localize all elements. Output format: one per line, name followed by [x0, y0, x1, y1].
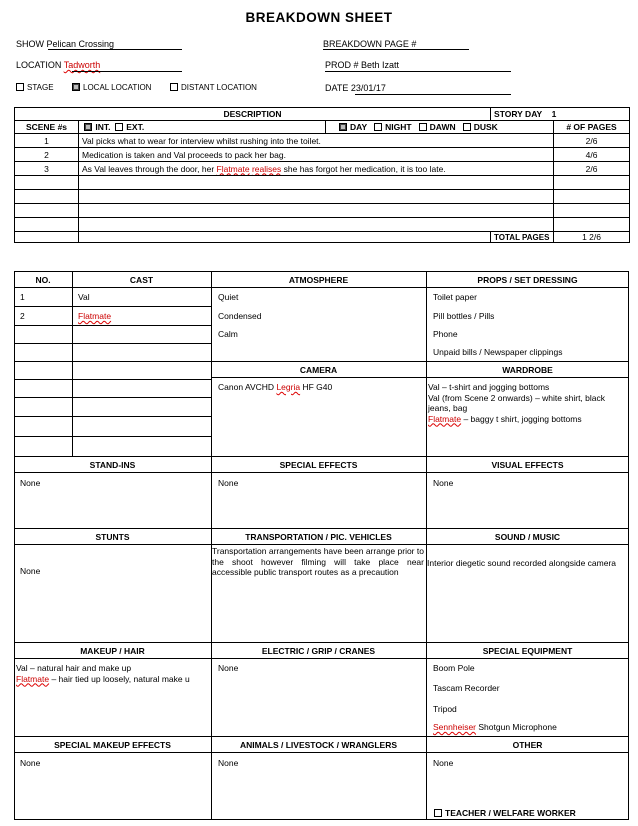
wardrobe-header: WARDROBE	[502, 365, 553, 375]
wardrobe-text[interactable]: Val – t-shirt and jogging bottoms Val (from Scene 2 onwards) – white shirt, black jeans, bag Flatmate – baggy t shirt, jogging bottoms	[428, 382, 605, 424]
equipment-item[interactable]: Tascam Recorder	[433, 683, 500, 693]
makeup-text[interactable]: Val – natural hair and make up Flatmate – hair tied up loosely, natural make u	[16, 663, 190, 684]
visual-effects-value[interactable]: None	[433, 478, 454, 488]
atmosphere-item[interactable]: Condensed	[218, 311, 262, 321]
total-pages-label: TOTAL PAGES	[491, 232, 554, 243]
teacher-welfare-option[interactable]: TEACHER / WELFARE WORKER	[434, 808, 576, 819]
table-row	[15, 204, 630, 218]
ext-checkbox[interactable]	[115, 123, 123, 131]
camera-value[interactable]: Canon AVCHD Legria HF G40	[218, 382, 333, 392]
animals-value[interactable]: None	[218, 758, 239, 768]
table-row	[15, 218, 630, 232]
stand-ins-value[interactable]: None	[20, 478, 41, 488]
cast-name-1[interactable]: Val	[78, 292, 90, 302]
show-field: SHOW Pelican Crossing	[16, 39, 115, 49]
cast-header: CAST	[129, 275, 154, 285]
camera-header: CAMERA	[299, 365, 338, 375]
story-day-header: STORY DAY 1	[491, 108, 630, 121]
animals-header: ANIMALS / LIVESTOCK / WRANGLERS	[239, 740, 398, 750]
location-field: LOCATION Tadworth	[16, 60, 101, 70]
transportation-header: TRANSPORTATION / PIC. VEHICLES	[245, 532, 392, 542]
date-field: DATE 23/01/17	[325, 83, 386, 93]
electric-value[interactable]: None	[218, 663, 239, 673]
location-value[interactable]: Tadworth	[63, 60, 101, 70]
table-row	[15, 190, 630, 204]
pages-header: # OF PAGES	[554, 121, 630, 134]
breakdown-page-field: BREAKDOWN PAGE #	[323, 39, 417, 49]
total-pages-value: 1 2/6	[554, 232, 630, 243]
special-makeup-value[interactable]: None	[20, 758, 41, 768]
cast-no-2: 2	[20, 311, 25, 321]
local-location-checkbox[interactable]	[72, 83, 80, 91]
dawn-checkbox[interactable]	[419, 123, 427, 131]
day-checkbox[interactable]	[339, 123, 347, 131]
scene-number-header: SCENE #s	[15, 121, 79, 134]
other-value[interactable]: None	[433, 758, 454, 768]
prod-field: PROD # Beth Izatt	[325, 60, 400, 70]
atmosphere-item[interactable]: Calm	[218, 329, 238, 339]
stage-checkbox[interactable]	[16, 83, 24, 91]
night-checkbox[interactable]	[374, 123, 382, 131]
date-value[interactable]: 23/01/17	[350, 83, 386, 93]
special-effects-value[interactable]: None	[218, 478, 239, 488]
makeup-header: MAKEUP / HAIR	[80, 646, 145, 656]
prop-item[interactable]: Unpaid bills / Newspaper clippings	[433, 347, 563, 357]
atmosphere-item[interactable]: Quiet	[218, 292, 239, 302]
scenes-table	[14, 107, 630, 243]
cast-no-header: NO.	[35, 275, 51, 285]
prop-item[interactable]: Phone	[433, 329, 458, 339]
sound-value[interactable]: Interior diegetic sound recorded alongside camera	[427, 558, 617, 568]
dusk-checkbox[interactable]	[463, 123, 471, 131]
prop-item[interactable]: Pill bottles / Pills	[433, 311, 495, 321]
electric-header: ELECTRIC / GRIP / CRANES	[261, 646, 376, 656]
stunts-value[interactable]: None	[20, 566, 41, 576]
teacher-welfare-checkbox[interactable]	[434, 809, 442, 817]
location-type-options	[16, 83, 257, 92]
equipment-item[interactable]: Boom Pole	[433, 663, 475, 673]
equipment-item[interactable]: Tripod	[433, 704, 457, 714]
distant-location-option[interactable]: DISTANT LOCATION	[170, 83, 257, 92]
other-header: OTHER	[512, 740, 543, 750]
description-header: DESCRIPTION	[15, 108, 491, 121]
page-title: BREAKDOWN SHEET	[245, 10, 393, 25]
prop-item[interactable]: Toilet paper	[433, 292, 477, 302]
special-equipment-header: SPECIAL EQUIPMENT	[482, 646, 573, 656]
distant-location-checkbox[interactable]	[170, 83, 178, 91]
local-location-option[interactable]: LOCAL LOCATION	[72, 83, 151, 92]
show-value[interactable]: Pelican Crossing	[46, 39, 115, 49]
table-row: 3 As Val leaves through the door, her Flatmate realises she has forgot her medication, it is too late. 2/6	[15, 162, 630, 176]
special-makeup-header: SPECIAL MAKEUP EFFECTS	[54, 740, 171, 750]
stage-option[interactable]: STAGE	[16, 83, 54, 92]
atmosphere-header: ATMOSPHERE	[288, 275, 349, 285]
transportation-value[interactable]: Transportation arrangements have been arrange prior to the shoot however filming will take place near accessible public transport routes as a precaution	[212, 546, 424, 577]
sound-header: SOUND / MUSIC	[494, 532, 561, 542]
cast-no-1: 1	[20, 292, 25, 302]
cast-name-2[interactable]: Flatmate	[78, 311, 112, 321]
special-effects-header: SPECIAL EFFECTS	[279, 460, 358, 470]
table-row: 2 Medication is taken and Val proceeds to pack her bag. 4/6	[15, 148, 630, 162]
int-checkbox[interactable]	[84, 123, 92, 131]
equipment-item[interactable]: Sennheiser Shotgun Microphone	[433, 722, 557, 732]
table-row: 1 Val picks what to wear for interview whilst rushing into the toilet. 2/6	[15, 134, 630, 148]
int-ext-header: INT. EXT.	[79, 121, 326, 134]
table-row	[15, 176, 630, 190]
time-of-day-header: DAY NIGHT DAWN DUSK	[326, 121, 554, 134]
stunts-header: STUNTS	[95, 532, 130, 542]
stand-ins-header: STAND-INS	[89, 460, 136, 470]
props-header: PROPS / SET DRESSING	[477, 275, 578, 285]
visual-effects-header: VISUAL EFFECTS	[491, 460, 564, 470]
prod-value[interactable]: Beth Izatt	[361, 60, 400, 70]
